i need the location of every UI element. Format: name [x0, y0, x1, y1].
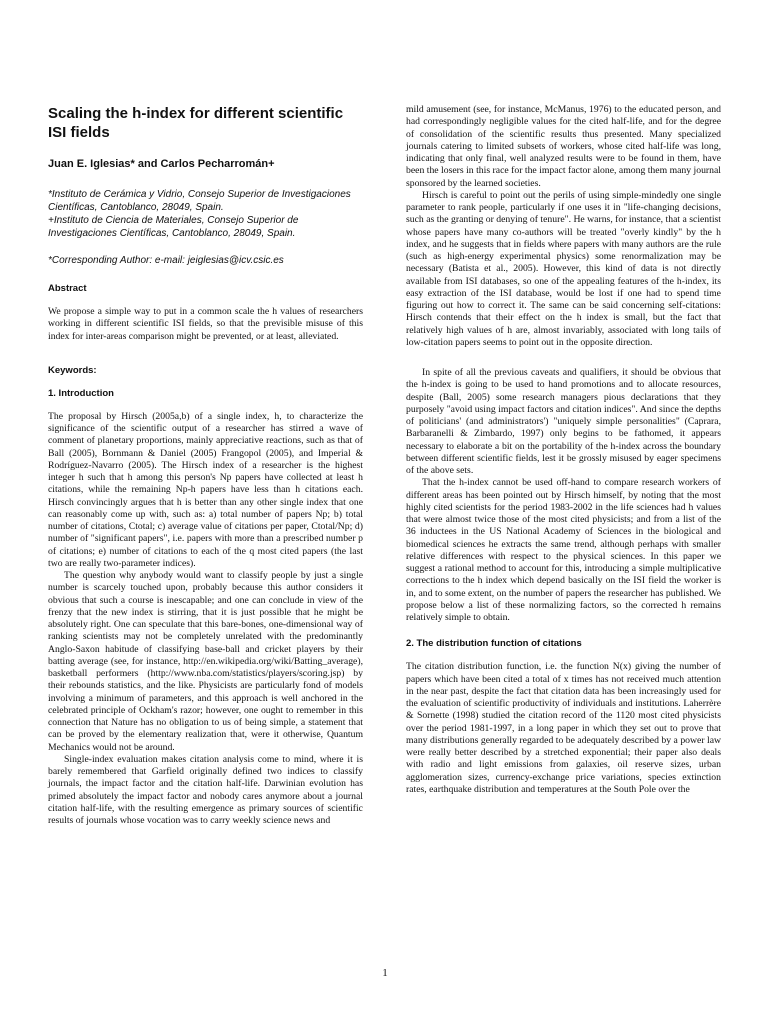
affiliation-2: +Instituto de Ciencia de Materiales, Consejo Superior de Investigaciones Científicas, Cantoblanco, 28049, Spain. [48, 215, 299, 239]
left-column [48, 104, 363, 827]
section-2-paragraph: The citation distribution function, i.e. the function N(x) giving the number of papers which have been cited a total of x times has not received much attention in the near past, despite the fact that citation data has been increasingly used for the evaluation of scientific productivity of individuals and institutions. Laherrère & Sornette (1998) studied the citation record of the 1120 most cited physicists over the period 1981-1997, in a long paper in which they set out to prove that many distributions generally regarded to be adequately described by a power law were really better described by a stretched exponential; their paper also deals with radio and light emissions from galaxies, oil reserve sizes, urban agglomeration sizes, currency-exchange price variations, species extinction rates, earthquake distribution and temperatures at the South Pole over the [406, 661, 721, 795]
right-column [406, 104, 721, 796]
intro-paragraph: Single-index evaluation makes citation analysis come to mind, where it is barely remembered that Garfield originally defined two indices to classify journals, the impact factor and the citation half-life. Darwinian evolution has primed absolutely the impact factor and nobody cares anymore about a journal citation half-life, with the resulting emergence as primary sources of scientific results of journals whose vocation was to carry weekly science news and [48, 753, 363, 826]
body-paragraph: mild amusement (see, for instance, McManus, 1976) to the educated person, and had correspondingly negligible values for the cited half-life, and for the degree of consolidation of the scientific results thus presented. Many specialized journals catering to limited subsets of workers, whose cited half-life was long, indicating that only final, well analyzed results were to be found in them, have been the losers in this race for the impact factor alone, among them many journal sponsored by the learned societies. [406, 104, 721, 189]
section-1-heading: 1. Introduction [48, 387, 114, 399]
authors: Juan E. Iglesias* and Carlos Pecharromán+ [48, 158, 275, 170]
affiliation-1: *Instituto de Cerámica y Vidrio, Consejo Superior de Investigaciones Científicas, Cantoblanco, 28049, Spain. [48, 189, 351, 213]
section-2-heading: 2. The distribution function of citations [406, 638, 582, 650]
abstract-text: We propose a simple way to put in a common scale the h values of researchers working in different scientific ISI fields, so that the previsible misuse of this index for inter-areas comparison might be prevented, or at least, alleviated. [48, 306, 363, 342]
abstract-heading: Abstract [48, 283, 87, 294]
body-paragraph: Hirsch is careful to point out the perils of using simple-mindedly one single parameter to rank people, particularly if one uses it in "life-changing decisions, such as the granting or denying of tenure". He warns, for instance, that a scientist whose papers have many co-authors will be treated "overly kindly" by the h index, and he suggests that in fields where papers with many authors are the rule (such as high-energy experimental physics) some renormalization may be necessary (Batista et al., 2005). However, this kind of data is not directly available from ISI databases, so one of the appealing features of the h-index, its easy extraction of the ISI database, would be lost if one had to spend time figuring out how to correct it. The same can be said concerning self-citations: Hirsch contends that their effect on the h index is small, but the fact that relatively high values of h are, almost invariably, associated with long tails of low-citation papers seems to point out in the opposite direction. [406, 189, 721, 348]
intro-paragraph: The question why anybody would want to classify people by just a single number is scarcely touched upon, probably because this author considers it obvious that such a course is inescapable; and one can conclude in view of the frenzy that the new index is stirring, that it is just possible that he might be absolutely right. One can speculate that this bare-bones, one-dimensional way of ranking scientists may not be completely unrelated with the predominantly Anglo-Saxon habitude of classifying base-ball and cricket players by their batting average (see, for instance, http://en.wikipedia.org/wiki/Batting_average), basketball performers (http://www.nba.com/statistics/players/scoring.jsp) by their rebounds statistics, and the like. Physicists are particularly fond of models involving a minimum of parameters, and this approach is well anchored in the celebrated principle of Ockham's razor; however, one ought to remember in this connection that Nature has no obligation to us of being simple, a statement that can be proved by the elementary realization that, were it otherwise, Quantum Mechanics would not be around. [48, 570, 363, 753]
intro-paragraph: The proposal by Hirsch (2005a,b) of a single index, h, to characterize the significance of the scientific output of a researcher has stirred a wave of comment of planetary proportions, mainly appreciative reactions, such as that of Ball (2005), Bornmann & Daniel (2005) Frangopol (2005), and Imperial & Rodríguez-Navarro (2005). The Hirsch index of a researcher is the highest integer h such that h among this person's Np papers have collected at least h citations, while the remaining Np-h papers have less than h citations each. Hirsch convincingly argues that h is better than any other single index that one can reasonably come up with, such as: a) total number of papers Np; b) total number of citations, Ctotal; c) average value of citations per paper, Ctotal/Np; d) number of "significant papers", i.e. papers with more than a prescribed number p of citations; e) number of citations to each of the q most cited papers (the last two are really two-parameter indices). [48, 410, 363, 569]
body-paragraph: That the h-index cannot be used off-hand to compare research workers of different areas has been pointed out by Hirsch himself, by noting that the most highly cited scientists for the period 1983-2002 in the life sciences had h values that were almost twice those of the most cited physicists; and from a list of the 36 inductees in the US National Academy of Sciences in the biological and biomedical sciences he extracts the same trend, although perhaps with smaller relative differences with respect to the physical sciences. In this paper we suggest a rational method to account for this, introducing a simple multiplicative corrections to the h index which depend basically on the ISI field the worker is in, and to some extent, on the number of papers the researcher has published. We propose below a list of these normalizing factors, so the corrected h remains relatively simple to obtain. [406, 477, 721, 623]
body-paragraph: In spite of all the previous caveats and qualifiers, it should be obvious that the h-index is going to be used to hand promotions and to allocate resources, despite (Ball, 2005) some research managers pious declarations that they purposely "avoid using impact factors and citation indices". And since the depths of politicians' (and administrators') "uniquely simple personalities" (Caprara, Barbaranelli & Zimbardo, 1997) only begins to be fathomed, it appears necessary to elaborate a bit on the portability of the h-index across the boundary between different scientific fields, lest it be grossly misused by eager specimens of the above sets. [406, 367, 721, 476]
corresponding-author: *Corresponding Author: e-mail: jeiglesias@icv.csic.es [48, 255, 284, 266]
paper-title: Scaling the h-index for different scientific ISI fields [48, 105, 344, 141]
page-number: 1 [382, 967, 388, 979]
keywords-heading: Keywords: [48, 364, 97, 376]
